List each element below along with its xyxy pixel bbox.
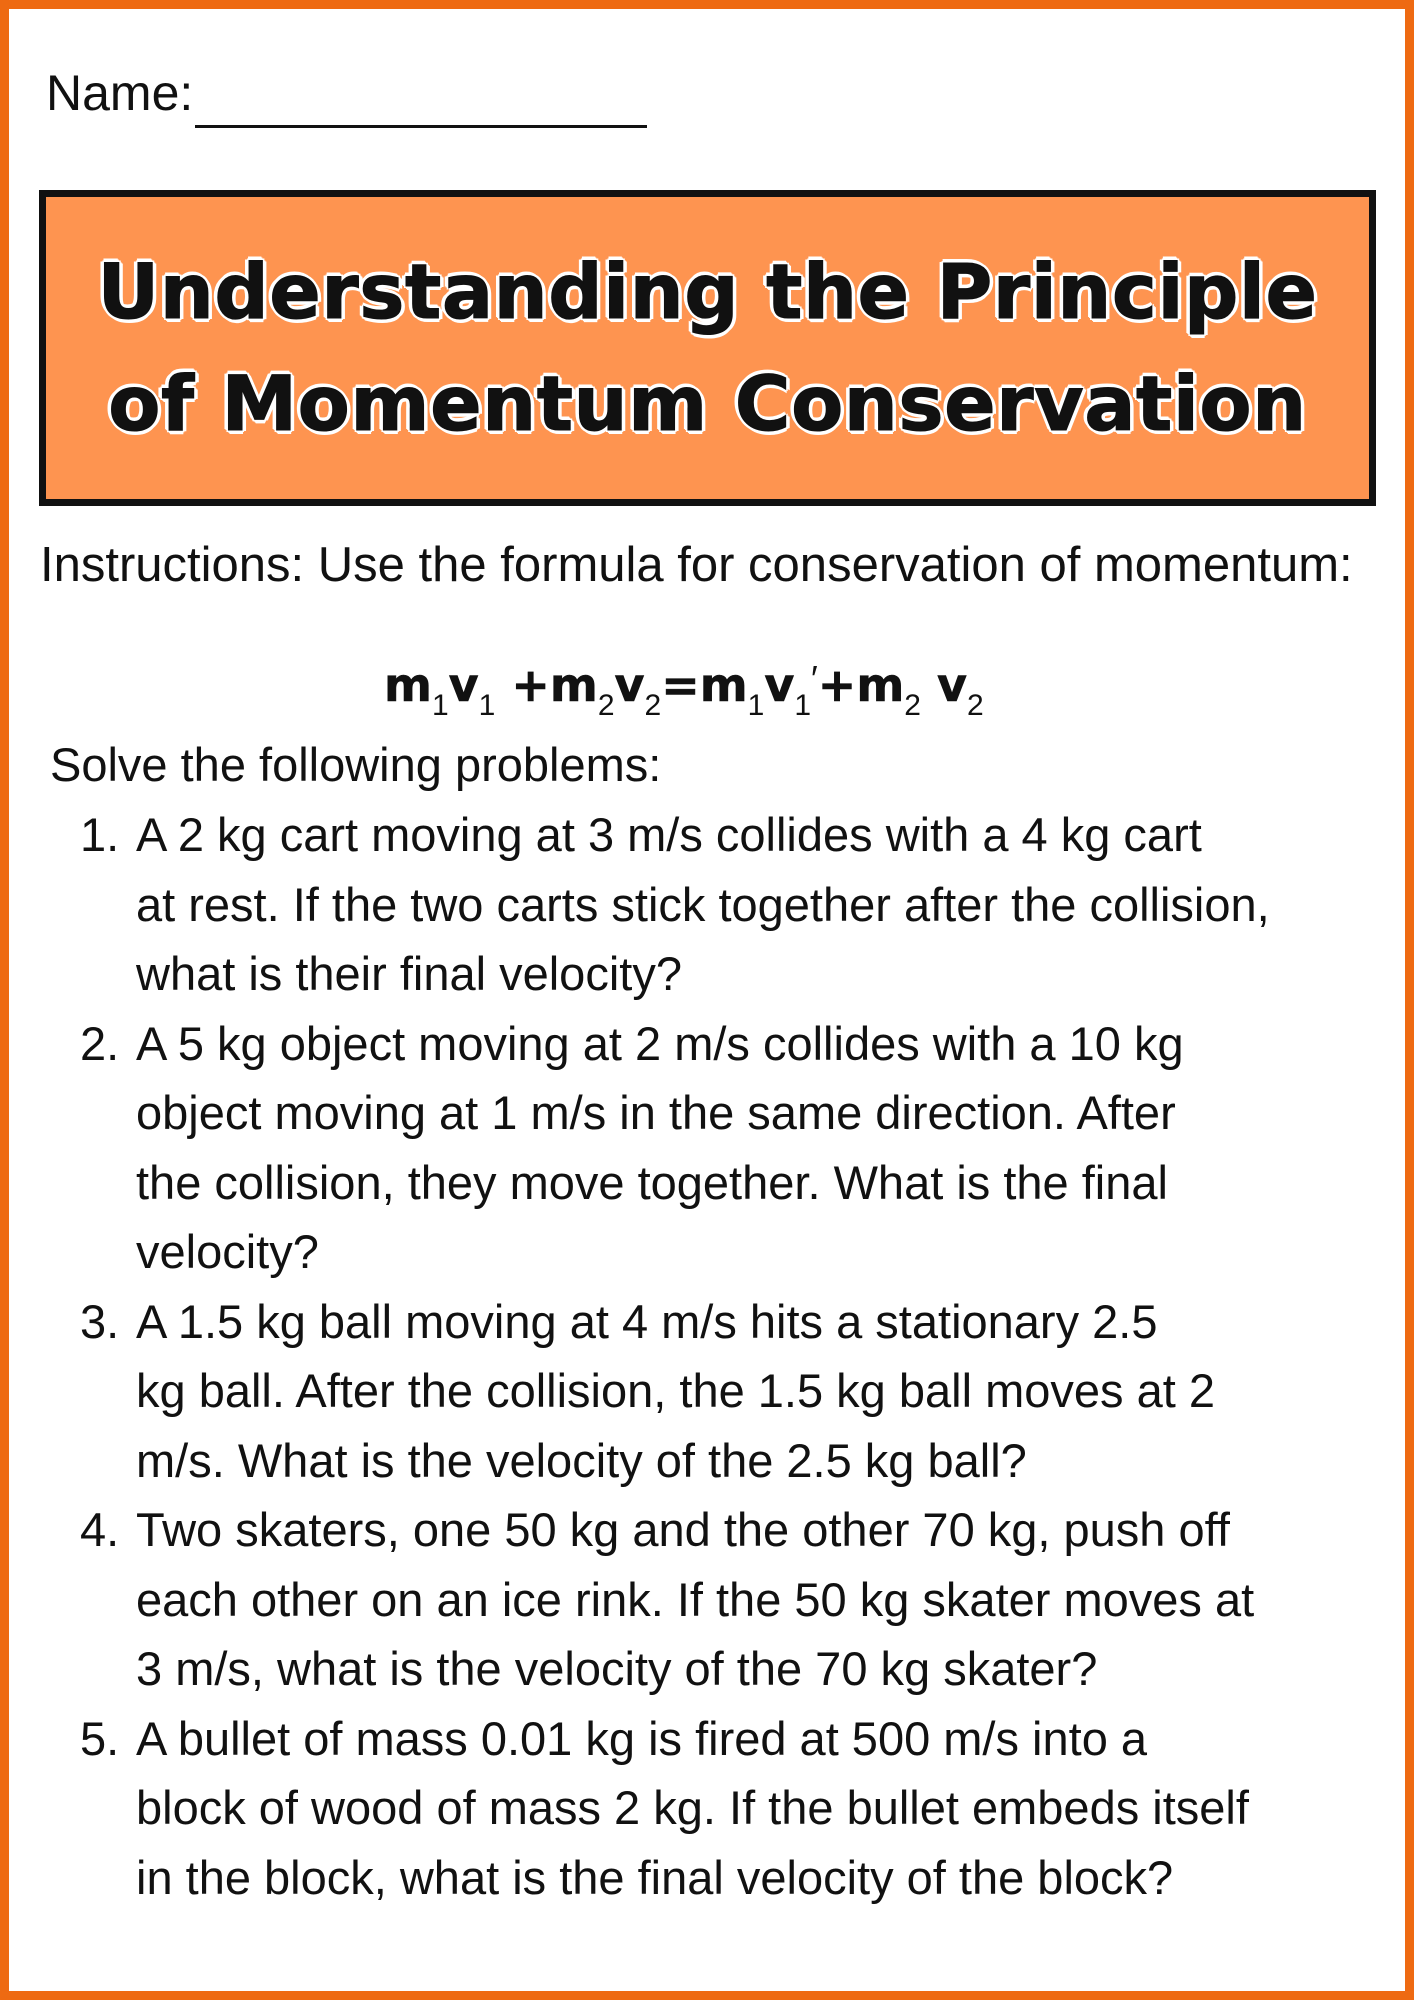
formula-prime: ′	[811, 658, 818, 699]
momentum-formula	[384, 650, 984, 727]
formula-symbol: v	[614, 658, 645, 712]
name-label: Name:	[46, 65, 194, 121]
problem-text	[136, 1495, 1336, 1704]
problem-item-1	[80, 800, 1340, 1009]
problem-line: A 1.5 kg ball moving at 4 m/s hits a stationary 2.5	[136, 1294, 1158, 1348]
problem-line: the collision, they move together. What is the final	[136, 1155, 1168, 1209]
name-field	[46, 58, 647, 128]
formula-symbol: v	[764, 658, 795, 712]
problem-number: 2.	[80, 1016, 120, 1070]
problem-line: object moving at 1 m/s in the same direction. After	[136, 1086, 1176, 1139]
formula-subscript: 2	[597, 689, 615, 722]
problem-text	[136, 800, 1336, 1009]
formula-symbol: +m	[495, 658, 598, 712]
problem-line: velocity?	[136, 1225, 319, 1278]
formula-symbol: v	[448, 658, 479, 712]
formula-subscript: 2	[644, 689, 662, 722]
problem-number: 5.	[80, 1711, 120, 1765]
problem-number: 4.	[80, 1503, 120, 1556]
problem-line: each other on an ice rink. If the 50 kg skater moves at	[136, 1572, 1255, 1626]
problem-item-4	[80, 1495, 1340, 1704]
problem-line: kg ball. After the collision, the 1.5 kg ball moves at 2	[136, 1364, 1215, 1417]
problem-item-2	[80, 1009, 1340, 1287]
problem-item-5	[80, 1704, 1340, 1913]
problem-line: m/s. What is the velocity of the 2.5 kg ball?	[136, 1433, 1027, 1487]
problem-text	[136, 1009, 1336, 1287]
formula-subscript: 1	[478, 689, 496, 722]
formula-symbol: v	[920, 658, 967, 712]
formula-subscript: 2	[904, 689, 921, 722]
formula-subscript: 1	[431, 689, 449, 722]
problem-line: A bullet of mass 0.01 kg is fired at 500 m/s into a	[136, 1711, 1148, 1765]
formula-symbol: =m	[661, 658, 748, 712]
problem-list	[80, 800, 1340, 1912]
problem-item-3	[80, 1287, 1340, 1496]
problem-text	[136, 1287, 1336, 1496]
formula-symbol: +m	[817, 658, 905, 712]
problem-line: A 5 kg object moving at 2 m/s collides with a 10 kg	[136, 1016, 1184, 1070]
instructions-text: Instructions: Use the formula for conservation of momentum:	[40, 538, 1353, 592]
problem-text	[136, 1704, 1336, 1913]
problem-number: 1.	[80, 808, 120, 861]
name-blank-line[interactable]	[195, 69, 647, 128]
problem-line: in the block, what is the final velocity of the block?	[136, 1850, 1174, 1904]
problem-line: block of wood of mass 2 kg. If the bullet embeds itself	[136, 1781, 1249, 1834]
formula-subscript: 1	[747, 689, 765, 722]
problem-line: Two skaters, one 50 kg and the other 70 kg, push off	[136, 1503, 1230, 1556]
worksheet-title: Understanding the Principle of Momentum Conservation	[97, 247, 1318, 448]
problem-line: 3 m/s, what is the velocity of the 70 kg skater?	[136, 1642, 1098, 1695]
problem-line: what is their final velocity?	[136, 947, 682, 1000]
formula-subscript: 1	[794, 689, 812, 722]
problem-number: 3.	[80, 1294, 120, 1348]
title-banner	[39, 190, 1376, 506]
solve-label: Solve the following problems:	[50, 738, 662, 791]
problem-line: A 2 kg cart moving at 3 m/s collides with a 4 kg cart	[136, 808, 1202, 861]
formula-symbol: m	[384, 658, 432, 712]
problem-line: at rest. If the two carts stick together after the collision,	[136, 877, 1270, 931]
formula-subscript: 2	[966, 689, 984, 722]
